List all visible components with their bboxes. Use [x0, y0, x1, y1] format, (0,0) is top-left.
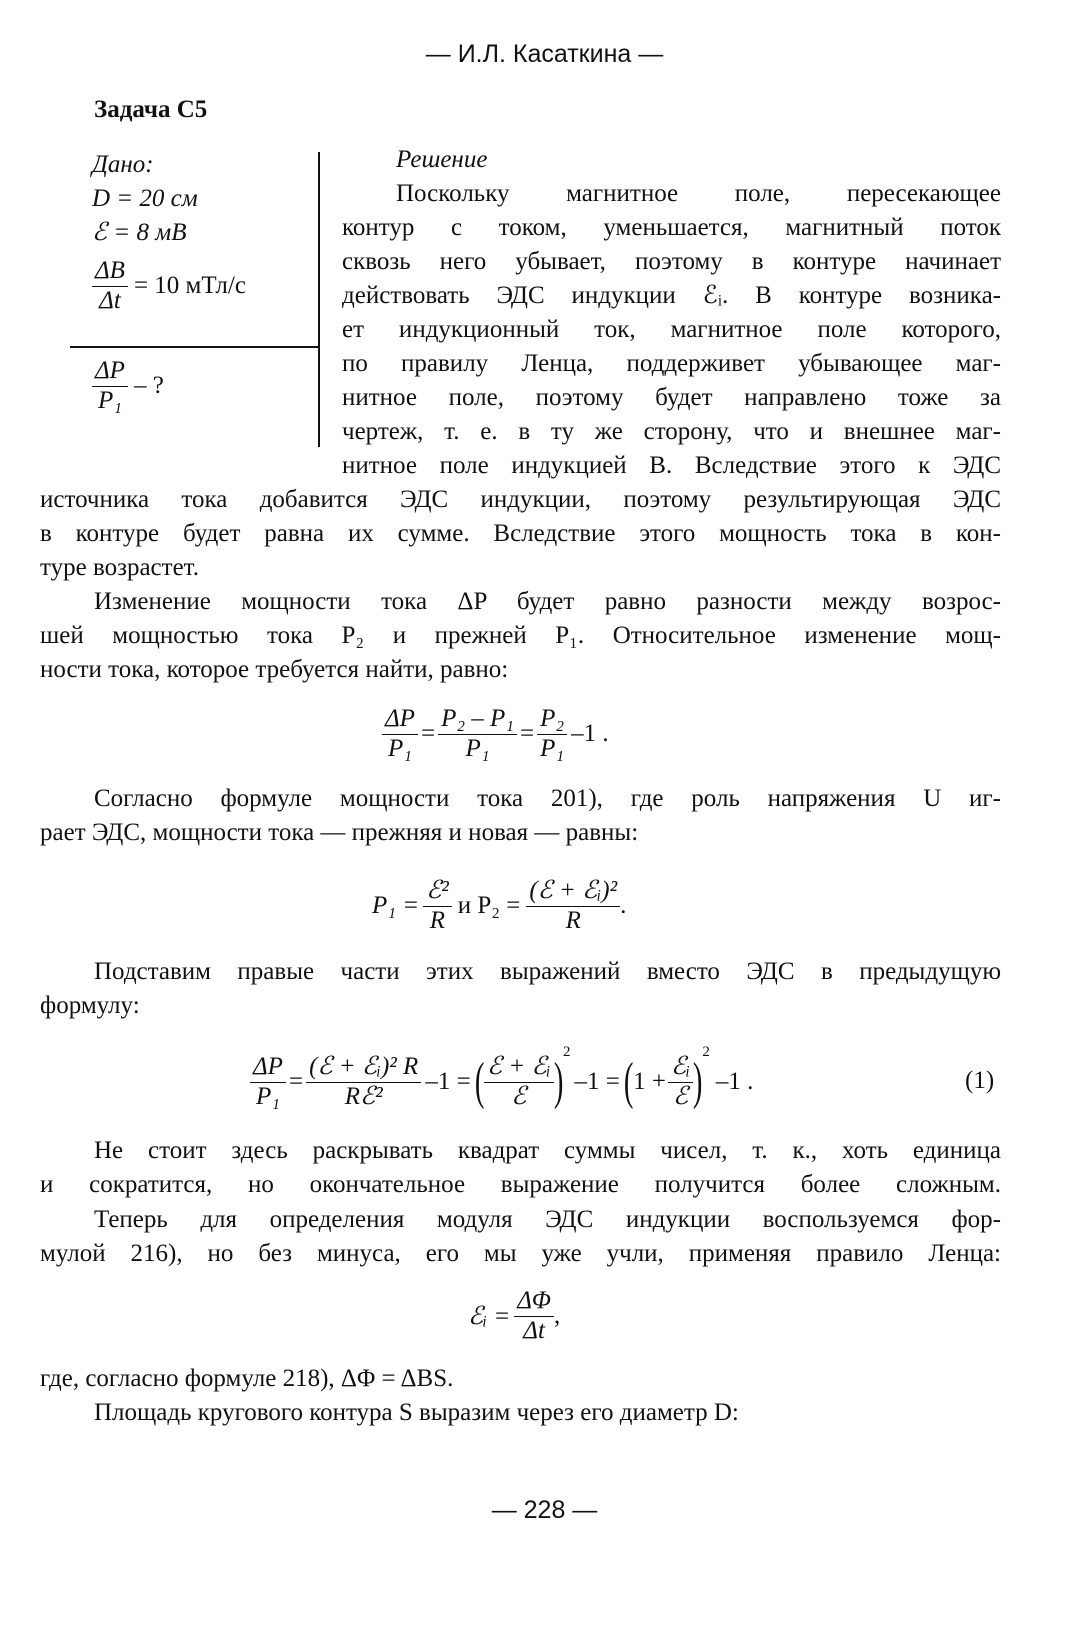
f1-eq2: = [520, 720, 535, 747]
f2-n1: ℰ² [423, 878, 452, 906]
f3-paren-close-2: ) [692, 1053, 703, 1110]
line-15: ности тока, которое требуется найти, равно: [40, 656, 509, 683]
f3-eq1: = [288, 1068, 304, 1095]
f3-paren-open-2: ( [623, 1053, 634, 1110]
line-16: Согласно формуле мощности тока 201), где роль напряжения U иг- [94, 785, 1001, 812]
line-4: действовать ЭДС индукции ℰᵢ. В контуре возника- [342, 282, 1001, 309]
f3-frac-b [306, 1054, 421, 1110]
line-19: формулу: [40, 992, 140, 1019]
find-fraction [92, 358, 128, 414]
f4-frac [514, 1288, 554, 1344]
given-label: Дано: [92, 151, 154, 178]
line-8: чертеж, т. е. в ту же сторону, что и внешнее маг- [342, 418, 1001, 445]
given-block [92, 148, 322, 426]
line-3: сквозь него убывает, поэтому в контуре начинает [342, 248, 1001, 275]
f1-eq1: = [420, 720, 436, 747]
line-18: Подставим правые части этих выражений вместо ЭДС в предыдущую [94, 958, 1001, 985]
line-20: Не стоит здесь раскрывать квадрат суммы чисел, т. к., хоть единица [94, 1137, 1001, 1164]
rate-den: Δt [99, 286, 121, 314]
f3-sq2: 2 [702, 1044, 710, 1060]
f1-a-den: P₁ [387, 734, 412, 762]
line-22: Теперь для определения модуля ЭДС индукции воспользуемся фор- [94, 1206, 1001, 1233]
f3-b-den: Rℰ² [344, 1082, 383, 1110]
line-11: в контуре будет равна их сумме. Вследствие этого мощность тока в кон- [40, 520, 1001, 547]
f2-frac-2 [526, 878, 620, 934]
f1-b-den: P₁ [465, 734, 490, 762]
f2-mid: и P₂ = [457, 892, 521, 919]
f3-a-num: ΔP [250, 1054, 286, 1082]
f1-c-den: P₁ [540, 734, 565, 762]
page-number: — 228 — [491, 1496, 598, 1524]
f2-lhs1: P₁ = [372, 892, 420, 919]
line-17: рает ЭДС, мощности тока — прежняя и новая — равны: [40, 819, 639, 846]
line-9: нитное поле индукцией B. Вследствие этого к ЭДС [342, 452, 1001, 479]
task-title: Задача С5 [94, 96, 208, 123]
f1-frac-b [438, 706, 517, 762]
find-den: P₁ [97, 386, 122, 414]
f2-n2: (ℰ + ℰᵢ)² [526, 878, 620, 906]
f3-m1: –1 = [425, 1068, 471, 1095]
f1-a-num: ΔP [382, 706, 418, 734]
line-12: туре возрастет. [40, 554, 199, 581]
f1-b-num: P₂ – P₁ [438, 706, 517, 734]
line-7: нитное поле, поэтому будет направлено тоже за [342, 384, 1001, 411]
line-2: контур с током, уменьшается, магнитный поток [342, 214, 1001, 241]
f3-d-pre: 1 + [633, 1068, 666, 1095]
rate-fraction [92, 258, 128, 314]
line-10: источника тока добавится ЭДС индукции, поэтому результирующая ЭДС [40, 486, 1001, 513]
line-23: мулой 216), но без минуса, его мы уже учли, применяя правило Ленца: [40, 1240, 1001, 1267]
f2-frac-1 [423, 878, 452, 934]
find-row [92, 346, 322, 426]
find-question: – ? [133, 372, 164, 399]
f3-c-den: ℰ [511, 1082, 527, 1110]
line-5: ет индукционный ток, магнитное поле которого, [342, 316, 1001, 343]
formula-main [250, 1042, 753, 1122]
f1-c-num: P₂ [537, 706, 567, 734]
formula-power [372, 866, 626, 946]
f2-d1: R [429, 906, 446, 934]
f3-tail: –1 . [715, 1068, 754, 1095]
given-emf: ℰ = 8 мВ [92, 219, 187, 246]
line-13: Изменение мощности тока ΔP будет равно разности между возрос- [94, 588, 1001, 615]
rate-value: = 10 мТл/с [133, 272, 246, 299]
given-divider-horizontal [70, 346, 319, 348]
f2-end: . [620, 892, 627, 919]
f4-num: ΔΦ [514, 1288, 554, 1316]
running-header: — И.Л. Касаткина — [425, 40, 664, 68]
f3-d-den: ℰ [672, 1082, 689, 1110]
f3-frac-d [668, 1054, 693, 1110]
f3-c-num: ℰ + ℰᵢ [484, 1054, 554, 1082]
line-1: Поскольку магнитное поле, пересекающее [396, 180, 1001, 207]
equation-number: (1) [965, 1067, 995, 1094]
line-6: по правилу Ленца, поддерживет убывающее маг- [342, 350, 1001, 377]
f3-m2: –1 = [574, 1068, 620, 1095]
f4-den: Δt [523, 1316, 545, 1344]
f2-d2: R [565, 906, 581, 934]
f3-paren-close-1: ) [553, 1053, 564, 1110]
f3-b-num: (ℰ + ℰᵢ)² R [306, 1054, 421, 1082]
given-rate [92, 250, 322, 322]
f1-tail: –1 . [571, 720, 609, 747]
line-25: Площадь кругового контура S выразим через его диаметр D: [94, 1399, 739, 1426]
line-24: где, согласно формуле 218), ΔΦ = ΔBS. [40, 1365, 454, 1392]
line-14: шей мощностью тока P₂ и прежней P₁. Относительное изменение мощ- [40, 622, 1001, 649]
rate-num: ΔB [92, 258, 128, 286]
find-num: ΔP [92, 358, 128, 386]
given-divider-vertical [318, 152, 320, 447]
line-21: и сократится, но окончательное выражение получится более сложным. [40, 1171, 1001, 1198]
f3-paren-open-1: ( [474, 1053, 485, 1110]
f3-d-num: ℰᵢ [668, 1054, 693, 1082]
f4-end: , [553, 1302, 561, 1329]
formula-induction-emf [468, 1280, 560, 1352]
f3-a-den: P₁ [255, 1082, 280, 1110]
solution-label: Решение [396, 146, 488, 173]
f3-frac-c [484, 1054, 554, 1110]
f1-frac-c [537, 706, 567, 762]
f1-frac-a [382, 706, 418, 762]
given-diameter: D = 20 см [92, 185, 198, 212]
f3-sq1: 2 [562, 1044, 571, 1060]
formula-relative-change [382, 696, 609, 772]
f3-frac-a [250, 1054, 286, 1110]
f4-lhs: ℰᵢ = [468, 1303, 511, 1330]
